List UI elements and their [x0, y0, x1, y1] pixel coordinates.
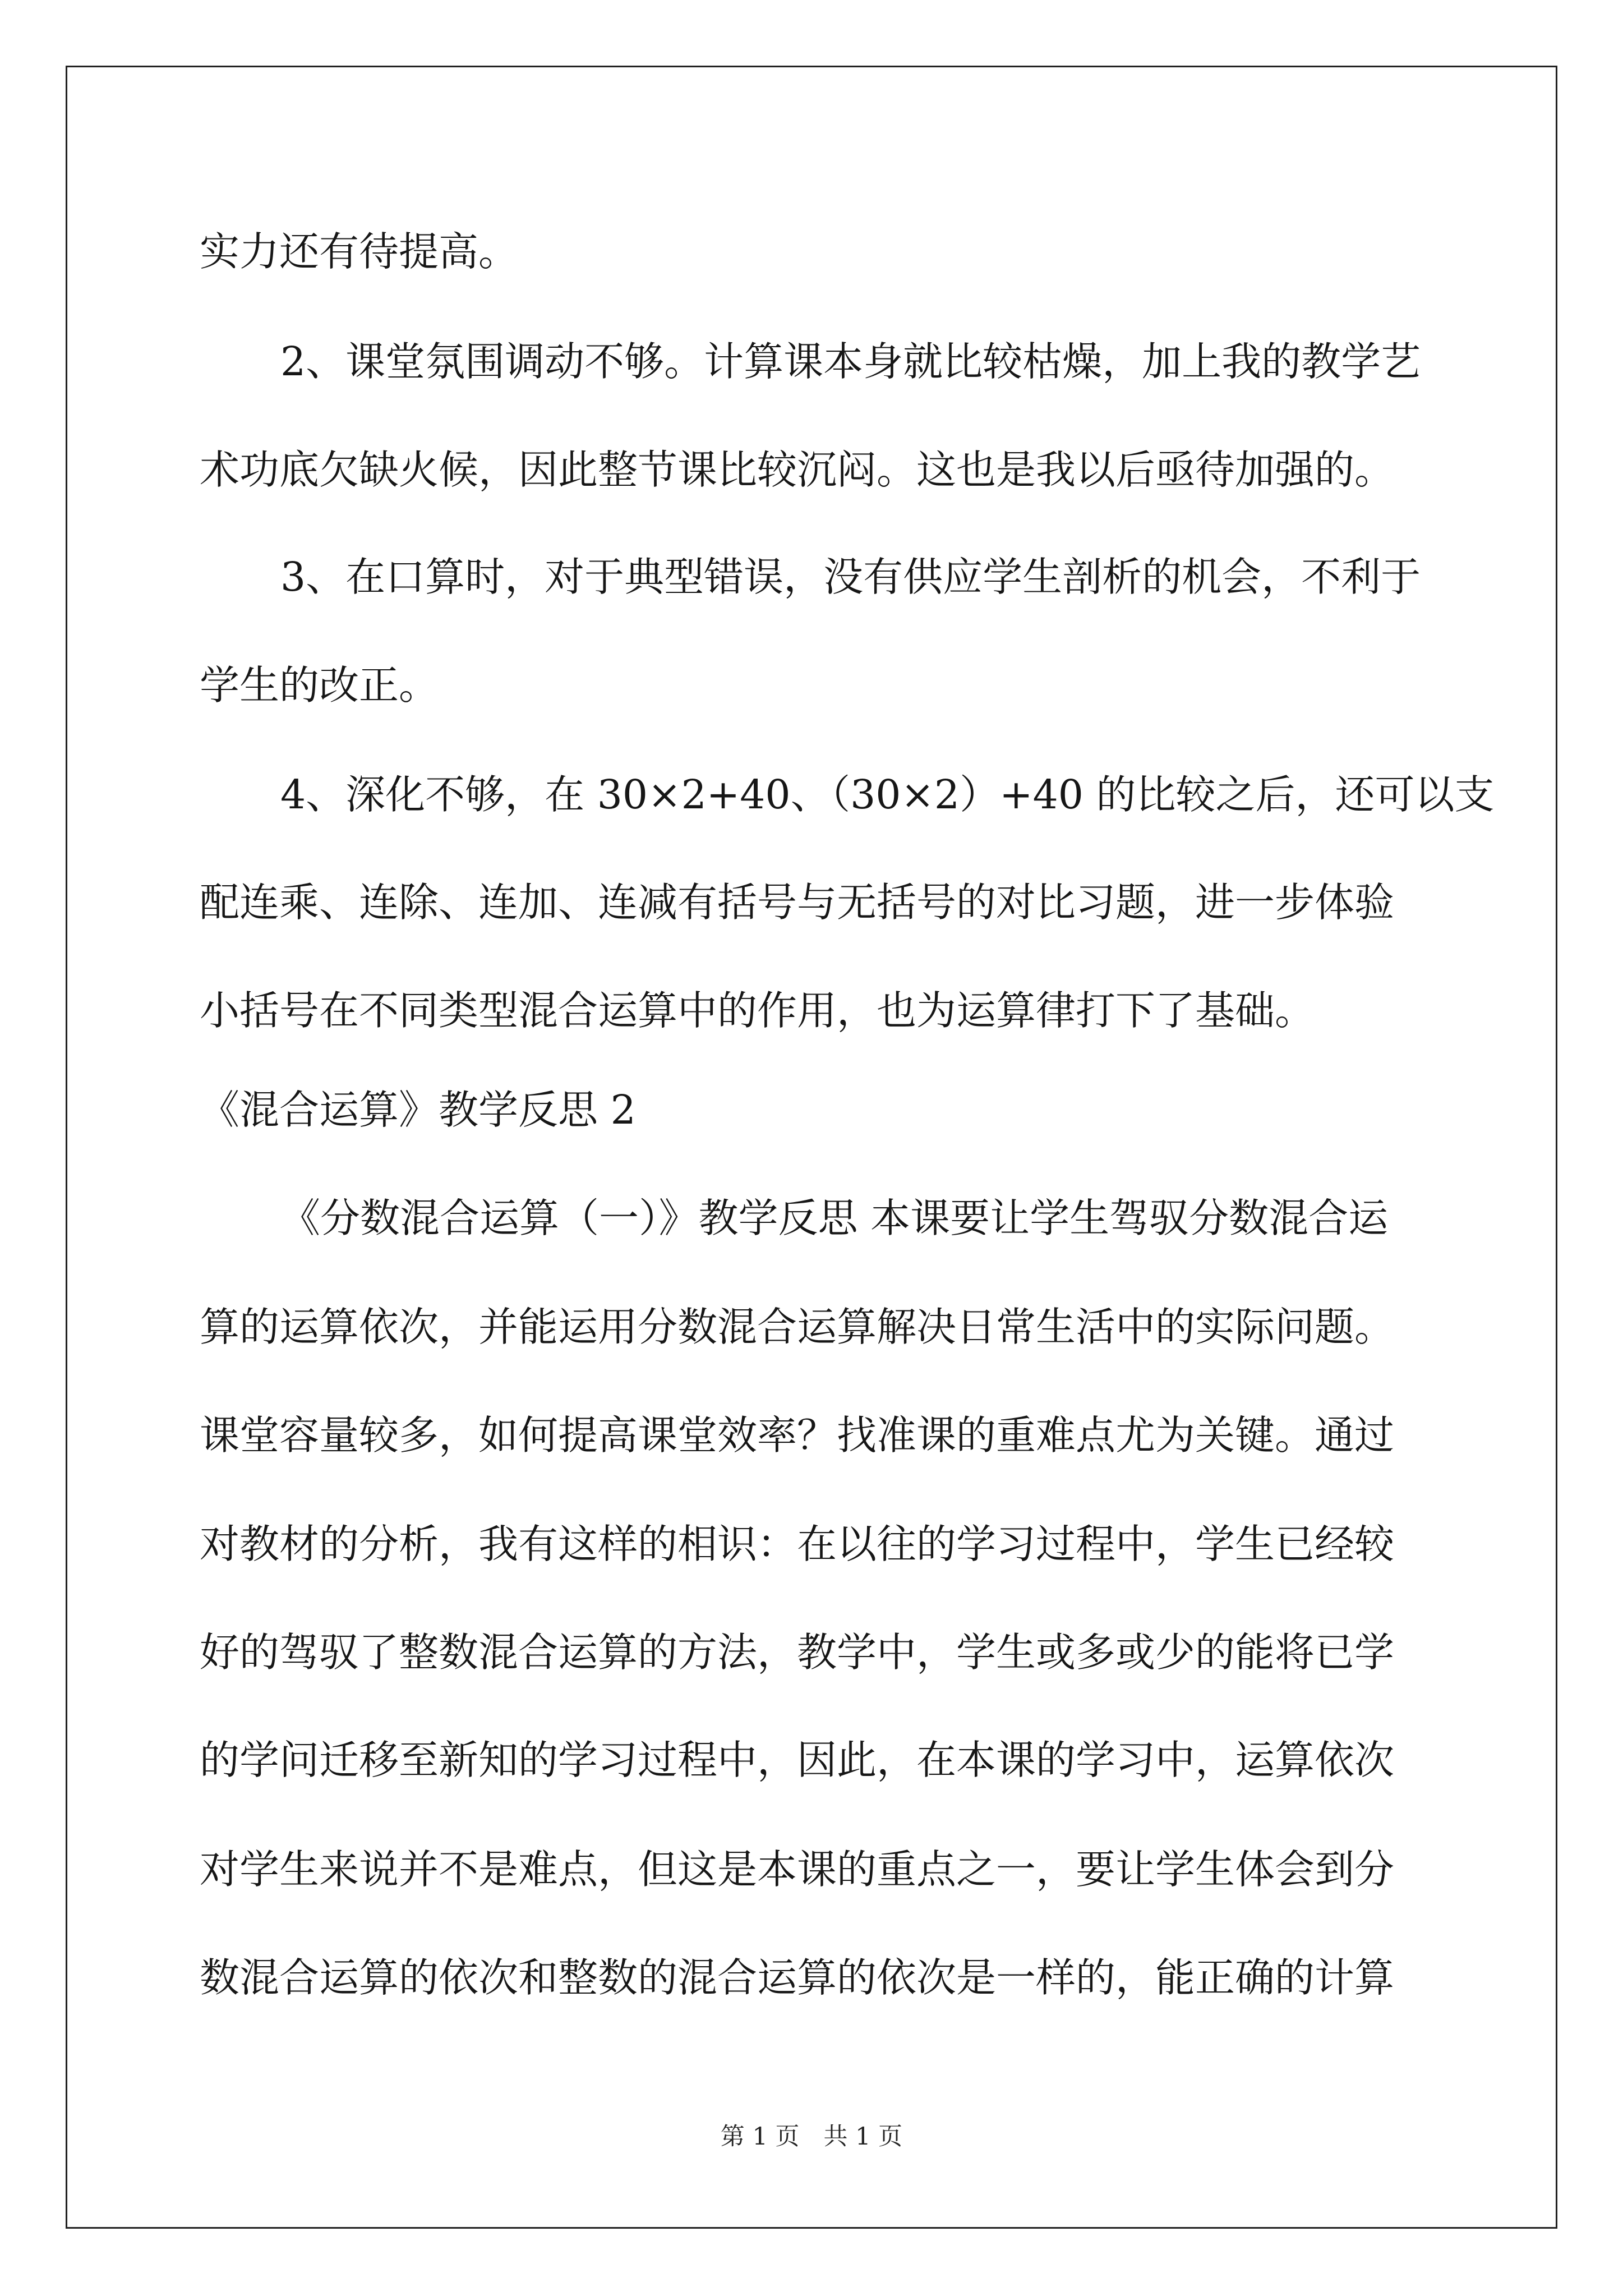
page-border	[66, 66, 1557, 2229]
paragraph-line: 2、课堂氛围调动不够。计算课本身就比较枯燥，加上我的教学艺	[280, 338, 1421, 385]
section-heading: 《混合运算》教学反思 2	[200, 1087, 636, 1133]
paragraph-line: 数混合运算的依次和整数的混合运算的依次是一样的，能正确的计算	[200, 1954, 1395, 2001]
paragraph-line: 配连乘、连除、连加、连减有括号与无括号的对比习题，进一步体验	[200, 879, 1395, 926]
paragraph-line: 实力还有待提高。	[200, 228, 519, 275]
paragraph-line: 的学问迁移至新知的学习过程中，因此，在本课的学习中，运算依次	[200, 1737, 1395, 1783]
paragraph-line: 对学生来说并不是难点，但这是本课的重点之一，要让学生体会到分	[200, 1846, 1395, 1893]
page-footer: 第 1 页 共 1 页	[720, 2123, 903, 2151]
paragraph-line: 4、深化不够，在 30×2+40、（30×2）+40 的比较之后，还可以支	[280, 771, 1495, 818]
paragraph-line: 《分数混合运算（一）》教学反思 本课要让学生驾驭分数混合运	[280, 1195, 1389, 1241]
paragraph-line: 3、在口算时，对于典型错误，没有供应学生剖析的机会，不利于	[280, 554, 1421, 600]
paragraph-line: 算的运算依次，并能运用分数混合运算解决日常生活中的实际问题。	[200, 1304, 1395, 1350]
paragraph-line: 小括号在不同类型混合运算中的作用，也为运算律打下了基础。	[200, 987, 1315, 1034]
paragraph-line: 学生的改正。	[200, 662, 439, 708]
paragraph-line: 术功底欠缺火候，因此整节课比较沉闷。这也是我以后亟待加强的。	[200, 447, 1395, 493]
paragraph-line: 对教材的分析，我有这样的相识：在以往的学习过程中，学生已经较	[200, 1521, 1395, 1567]
paragraph-line: 课堂容量较多，如何提高课堂效率？找准课的重难点尤为关键。通过	[200, 1412, 1395, 1458]
paragraph-line: 好的驾驭了整数混合运算的方法，教学中，学生或多或少的能将已学	[200, 1629, 1395, 1676]
